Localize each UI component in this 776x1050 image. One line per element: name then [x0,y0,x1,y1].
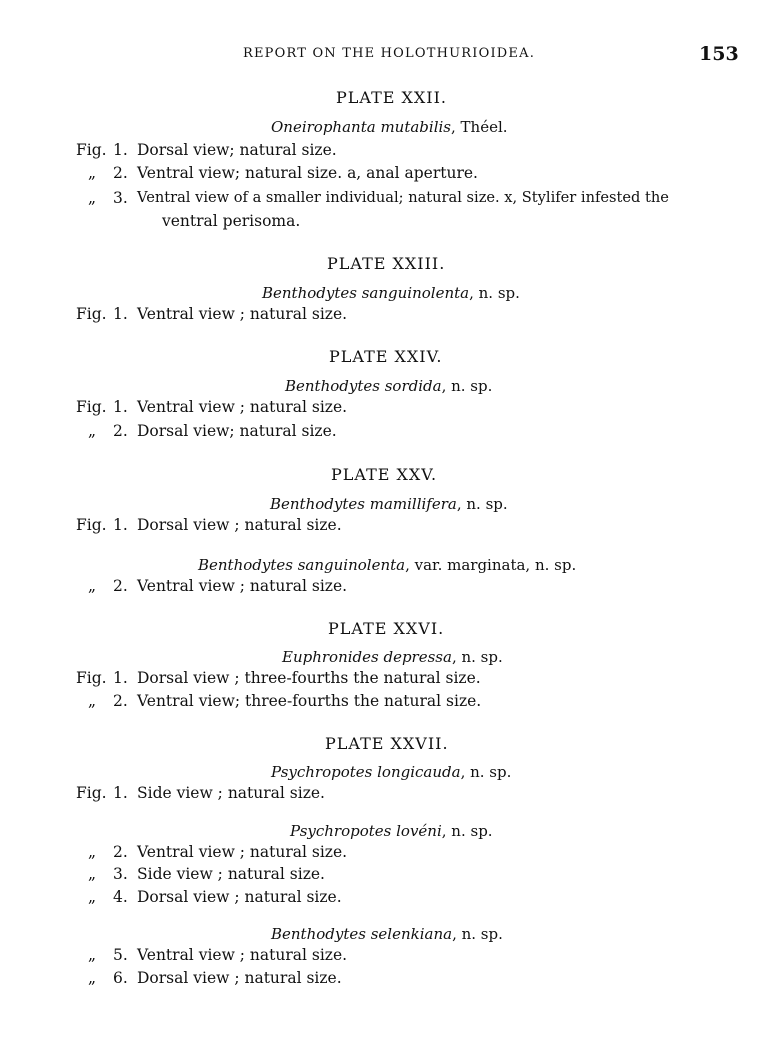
plate-heading: PLATE XXVII. [325,734,449,753]
plate-heading: PLATE XXV. [331,465,438,484]
species-heading: Benthodytes sordida, n. sp. [285,377,493,395]
species-heading: Benthodytes sanguinolenta, var. marginata, n. sp. [198,556,577,574]
running-header [0,43,776,70]
figure-entry-continuation: ventral perisoma. [162,212,301,230]
page-number: 153 [699,43,739,65]
species-heading: Oneirophanta mutabilis, Théel. [271,118,508,136]
plate-heading: PLATE XXVI. [328,619,445,638]
plate-heading: PLATE XXII. [336,88,448,107]
species-heading: Psychropotes longicauda, n. sp. [271,763,512,781]
species-heading: Benthodytes sanguinolenta, n. sp. [262,284,520,302]
running-title: REPORT ON THE HOLOTHURIOIDEA. [243,46,536,61]
plate-heading: PLATE XXIV. [329,347,443,366]
species-heading: Benthodytes selenkiana, n. sp. [271,925,503,943]
species-heading: Euphronides depressa, n. sp. [282,648,503,666]
species-heading: Psychropotes lovéni, n. sp. [290,822,493,840]
plate-heading: PLATE XXIII. [327,254,446,273]
species-heading: Benthodytes mamillifera, n. sp. [270,495,508,513]
